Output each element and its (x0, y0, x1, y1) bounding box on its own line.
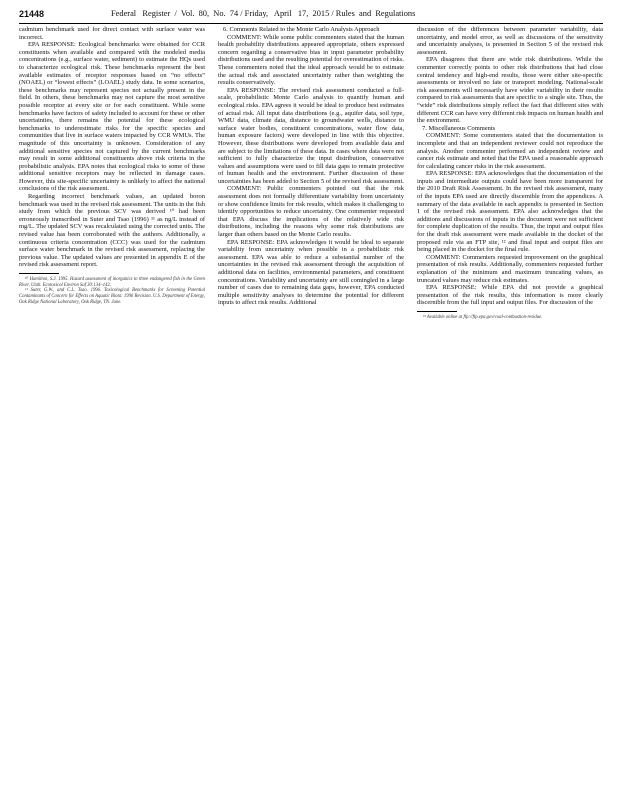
paragraph: COMMENT: Public commenters pointed out that the risk assessment does not formally differentiate variability from uncertainty or show confidence limits for risk results, which makes it challenging to identify opportunities to reduce uncertainty. One commenter requested that EPA discuss the implications of the relatively wide risk distributions, including the reasons why some risk distributions are larger than others based on the Monte Carlo results. (218, 185, 404, 239)
paragraph: discussion of the differences between parameter variability, data uncertainty, and model error, as well as discussions of the sensitivity and uncertainty analyses, is presented in Section 5 of the revised risk assessment. (417, 26, 603, 56)
footnote-rule (417, 311, 457, 312)
paragraph: COMMENT: Commenters requested improvement on the graphical presentation of risk results. Additionally, commenters requested further explanation of the minimum and maximum truncating values, as truncated values may reduce risk estimates. (417, 253, 603, 284)
footnote-rule (19, 273, 59, 274)
footnote: ¹¹ Suter, G.W., and C.L. Tsao. 1996. Toxicological Benchmarks for Screening Potential Contaminants of Concern for Effects on Aquatic Biota: 1996 Revision. U.S. Department of Energy, Oak Ridge National Laboratory, Oak Ridge, TN. June. (19, 288, 205, 305)
paragraph: EPA disagrees that there are wide risk distributions. While the commenter correctly points to other risk distributions that had close central tendency and high-end results, those were either site-specific assessments or involved no fate or transport modeling. National-scale risk assessments will necessarily have wider variability in their results compared to risk assessments that are specific to a single site. Thus, the “wide” risk distributions simply reflect the fact that different sites with different CCR can have very different risk impacts on human health and the environment. (417, 56, 603, 125)
column-3 (417, 26, 603, 321)
paragraph: EPA RESPONSE: While EPA did not provide a graphical presentation of the risk results, this information is more clearly discernible from the full input and output files. For discussion of the (417, 284, 603, 307)
page-number: 21448 (19, 9, 45, 19)
section-heading: 6. Comments Related to the Monte Carlo Analysis Approach (223, 26, 380, 33)
paragraph: EPA RESPONSE: EPA acknowledges it would be ideal to separate variability from uncertainty when possible in a probabilistic risk assessment. EPA was able to reduce a substantial number of the uncertainties in the revised risk assessment through the acquisition of additional data on facilities, environmental parameters, and constituent concentrations. Variability and uncertainty are still comingled in a large number of cases due to remaining data gaps, however, EPA conducted multiple sensitivity analyses to determine the potential for different inputs to affect risk results. Additional (218, 238, 404, 307)
column-2 (218, 26, 404, 307)
footnotes (417, 315, 603, 321)
section-heading: 7. Miscellaneous Comments (422, 124, 496, 132)
paragraph: cadmium benchmark used for direct contact with surface water was incorrect. (19, 26, 205, 41)
paragraph: EPA RESPONSE: The revised risk assessment conducted a full-scale, probabilistic Monte Carlo analysis to quantify human and ecological risks. EPA agrees it would be ideal to produce best estimates of actual risk. All input data distributions (e.g., aquifer data, soil type, WMU data, climate data, distance to groundwater wells, distance to surface water bodies, constituent concentrations, water flow data, human exposure factors) were developed in line with this objective. However, these distributions were developed from available data and are subject to the limitations of these data. In cases where data were not sufficient to fully characterize the input distribution, conservative values and assumptions were used to fill data gaps to remain protective of human health and the environment. Further discussion of these uncertainties has been added to Section 5 of the revised risk assessment. (218, 86, 404, 185)
running-title: Federal Register / Vol. 80, No. 74 / Friday, April 17, 2015 / Rules and Regulations (111, 9, 416, 18)
column-1 (19, 26, 205, 306)
footnote: ¹² Available online at ftp://ftp.epa.gov/coal-combustion-residue. (423, 314, 543, 320)
paragraph: COMMENT: While some public commenters stated that the human health probability distributions appeared appropriate, others expressed concern regarding a conservative bias in input parameter probability distributions used and the resulting potential for overestimation of risks. These commenters noted that the ideal approach would be to estimate the actual risk and associated uncertainty rather than weighting the results conservatively. (218, 33, 404, 87)
paragraph: EPA RESPONSE: Ecological benchmarks were obtained for CCR constituents when available and compared with the modeled media concentrations (e.g., surface water, sediment) to estimate the HQs used to characterize ecological risk. These benchmarks represent the best available estimates of receptor responses based on “no effects” (NOAEL) or “lowest effects” (LOAEL) study data. In some scenarios, these benchmarks may represent species not actually present in the field. In others, these benchmarks may not capture the most sensitive possible receptor at every site or for each constituent. While some benchmarks have factors of safety included to account for these or other uncertainties, there remains the potential for these ecological benchmarks to underestimate risks for the specific species and communities that live in surface waters impacted by CCR WMUs. The magnitude of this uncertainty is unknown. Consideration of any additional sensitive species not captured by the current benchmarks may result in some additional constituents above risk criteria in the probabilistic analysis. EPA notes that ecological risks to some of these additional sensitive receptors may be reflected in damage cases. However, this site-specific uncertainty is unlikely to affect the national conclusions of the risk assessment. (19, 41, 205, 193)
footnotes (19, 277, 205, 306)
paragraph: EPA RESPONSE: EPA acknowledges that the documentation of the inputs and intermediate outputs could have been more transparent for the 2010 Draft Risk Assessment. In the revised risk assessment, many of the inputs EPA used are directly discernible from the appendices. A summary of the data available in each appendix is presented in Section 1 of the revised risk assessment. EPA also acknowledges that the additions and discussions of inputs in the document were not sufficient for complete duplication of the results. Thus, the input and output files for the draft risk assessment were made available in the docket of the proposed rule via an FTP site, ¹² and final input and output files are being placed in the docket for the final rule. (417, 170, 603, 254)
header-rule (19, 23, 603, 24)
paragraph: COMMENT: Some commenters stated that the documentation is incomplete and that an independent reviewer could not reproduce the analysis. Another commenter performed an independent review and cancer risk estimate and noted that the EPA used a reasonable approach for calculating cancer risks in the risk assessment. (417, 132, 603, 170)
footnote: ¹⁰ Hamilton, S.J. 1995. Hazard assessment of inorganics to three endangered fish in the Green River, Utah. Ecotoxicol Environ Saf 30:134–142. (19, 277, 205, 288)
page-header (19, 8, 601, 22)
paragraph: Regarding incorrect benchmark values, an updated boron benchmark was used in the revised risk assessment. The units in the fish study from which the previous SCV was derived ¹⁰ had been erroneously transcribed in Suter and Tsao (1996) ¹¹ as ng/L instead of mg/L. The updated SCV was recalculated using the corrected units. The revised value has been corroborated with the authors. Additionally, a continuous criteria concentration (CCC) was used for the cadmium surface water benchmark in the revised risk assessment, replacing the previous value. The updated values are presented in appendix E of the revised risk assessment report. (19, 193, 205, 269)
